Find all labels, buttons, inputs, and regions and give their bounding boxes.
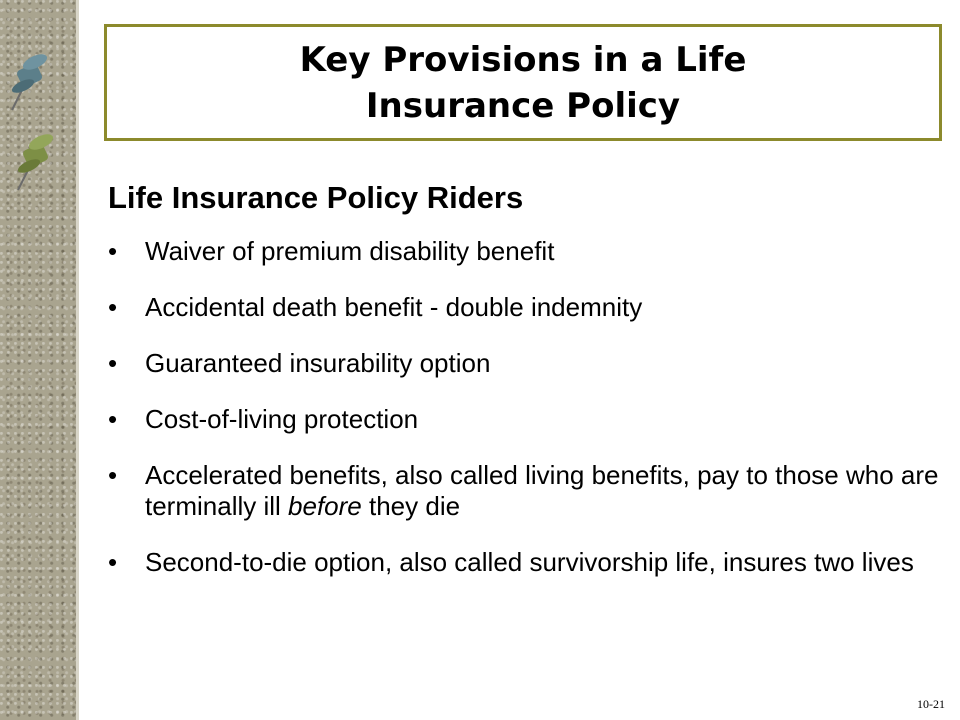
bullet-item bbox=[108, 236, 948, 267]
bullet-text: Waiver of premium disability benefit bbox=[145, 236, 555, 266]
bullet-item bbox=[108, 292, 948, 323]
bullet-text: Guaranteed insurability option bbox=[145, 348, 491, 378]
bullet-text-post: they die bbox=[361, 491, 461, 521]
bullet-marker: • bbox=[108, 460, 118, 490]
bullet-marker: • bbox=[108, 348, 118, 378]
bullet-text: Accidental death benefit - double indemnity bbox=[145, 292, 643, 322]
bullet-list bbox=[108, 236, 948, 603]
title-line-1: Key Provisions in a Life bbox=[299, 39, 747, 80]
bullet-marker: • bbox=[108, 236, 118, 266]
title-box bbox=[104, 24, 942, 141]
push-pin-icon bbox=[8, 52, 52, 114]
title-line-2: Insurance Policy bbox=[365, 85, 681, 126]
page-number: 10-21 bbox=[917, 697, 945, 711]
bullet-text-pre: Accelerated benefits, also called living benefits, pay to those who are terminally ill bbox=[145, 460, 939, 521]
bullet-item bbox=[108, 547, 948, 578]
bullet-item bbox=[108, 460, 948, 522]
push-pin-icon bbox=[14, 132, 58, 194]
bullet-text: Second-to-die option, also called survivorship life, insures two lives bbox=[145, 547, 914, 577]
bullet-text-emphasis: before bbox=[288, 491, 362, 521]
bullet-marker: • bbox=[108, 404, 118, 434]
bullet-item bbox=[108, 404, 948, 435]
bullet-marker: • bbox=[108, 292, 118, 322]
bullet-item bbox=[108, 348, 948, 379]
bullet-marker: • bbox=[108, 547, 118, 577]
bullet-text: Cost-of-living protection bbox=[145, 404, 419, 434]
section-heading: Life Insurance Policy Riders bbox=[108, 180, 524, 215]
strip-divider bbox=[76, 0, 79, 720]
